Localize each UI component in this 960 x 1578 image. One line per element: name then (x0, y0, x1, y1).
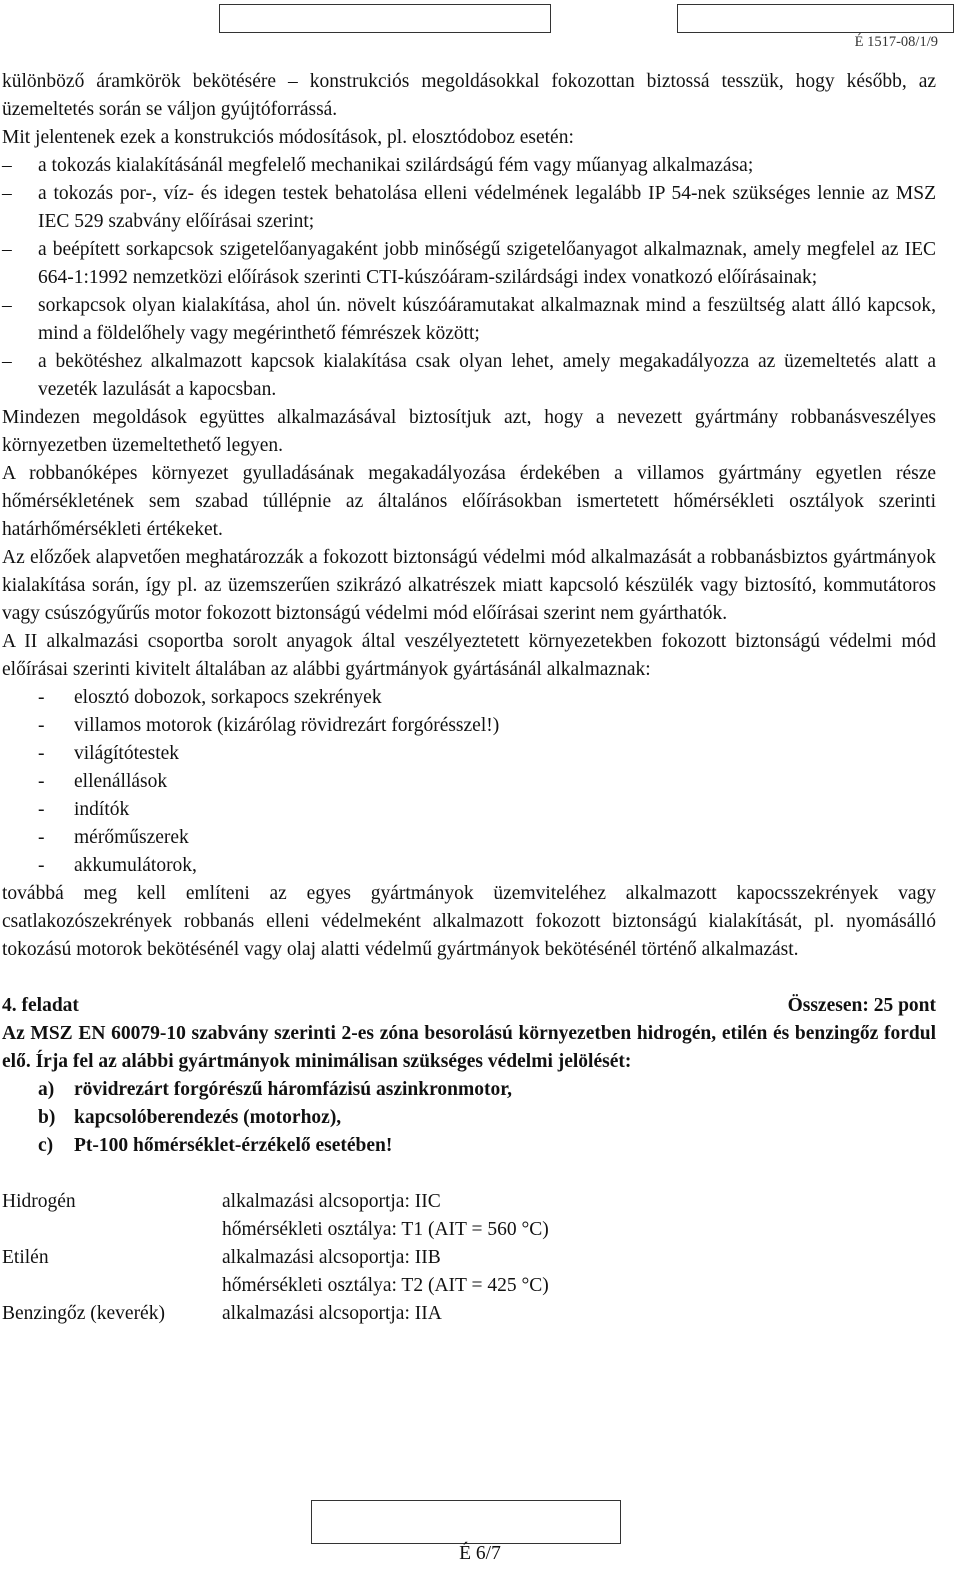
list-item: - elosztó dobozok, sorkapocs szekrények (38, 687, 382, 708)
footer-box (311, 1500, 621, 1544)
task-items (2, 1076, 936, 1160)
dash-marker: – (2, 295, 12, 316)
header-box-right (677, 4, 954, 33)
task-title: 4. feladat (2, 995, 79, 1016)
body-paragraph: Mindezen megoldások együttes alkalmazásával biztosítjuk azt, hogy a nevezett gyártmány robbanásveszélyes környezetben üzemeltethető legyen. (2, 407, 936, 456)
gas-row (2, 1244, 936, 1300)
list-item: - villamos motorok (kizárólag rövidrezárt forgórésszel!) (38, 715, 500, 736)
gas-name: Benzingőz (keverék) (2, 1303, 165, 1324)
gas-table (2, 1188, 936, 1328)
dash-marker: – (2, 351, 12, 372)
exam-code: É 1517-08/1/9 (854, 34, 938, 50)
list-item: – a tokozás por-, víz- és idegen testek behatolása elleni védelmének legalább IP 54-nek szükséges lennie az MSZ IEC 529 szabvány előírásai szerint; (2, 180, 936, 236)
list-item: - indítók (38, 799, 130, 820)
list-item: – a tokozás kialakításánál megfelelő mechanikai szilárdságú fém vagy műanyag alkalmazása; (2, 152, 936, 180)
task-header (2, 992, 936, 1020)
list-item: - mérőműszerek (38, 827, 189, 848)
header-box-left (219, 4, 551, 33)
dash-marker: – (2, 183, 12, 204)
list-item: c) Pt-100 hőmérséklet-érzékelő esetében! (38, 1135, 393, 1156)
gas-temp-class: hőmérsékleti osztálya: T1 (AIT = 560 °C) (222, 1219, 549, 1240)
list-item: - ellenállások (38, 771, 168, 792)
list-item: a) rövidrezárt forgórészű háromfázisú aszinkronmotor, (38, 1079, 512, 1100)
list-item: – a bekötéshez alkalmazott kapcsok kialakítása csak olyan lehet, amely megakadályozza az üzemeltetés alatt a vezeték lazulását a kapocsban. (2, 348, 936, 404)
page-number: É 6/7 (459, 1543, 501, 1564)
gas-name: Hidrogén (2, 1191, 76, 1212)
list-item: – sorkapcsok olyan kialakítása, ahol ún. növelt kúszóáramutakat alkalmaznak mind a feszültség alatt álló kapcsok, mind a földelőhely vagy megérinthető fémrészek között; (2, 292, 936, 348)
gas-subgroup: alkalmazási alcsoportja: IIC (222, 1191, 441, 1212)
gas-temp-class: hőmérsékleti osztálya: T2 (AIT = 425 °C) (222, 1275, 549, 1296)
dash-marker: – (2, 155, 12, 176)
closing-paragraph: továbbá meg kell említeni az egyes gyártmányok üzemviteléhez alkalmazott kapocsszekrények vagy csatlakozószekrények robbanás elleni védelmeként alkalmazott fokozott biztonságú kialakítását, pl. nyomásálló tokozású motorok bekötésénél vagy olaj alatti védelmű gyártmányok bekötésénél történő alkalmazást. (2, 883, 936, 960)
construction-list (2, 152, 936, 404)
intro-question: Mit jelentenek ezek a konstrukciós módosítások, pl. elosztódoboz esetén: (2, 127, 574, 148)
body-paragraph: A II alkalmazási csoportba sorolt anyagok által veszélyeztetett környezetekben fokozott biztonságú védelmi mód előírásai szerinti kivitelt általában az alábbi gyártmányok gyártásánál alkalmaznak: (2, 631, 936, 680)
gas-subgroup: alkalmazási alcsoportja: IIB (222, 1247, 441, 1268)
task-question: Az MSZ EN 60079-10 szabvány szerinti 2-es zóna besorolású környezetben hidrogén, etilén és benzingőz fordul elő. Írja fel az alábbi gyártmányok minimálisan szükséges védelmi jelölését: (2, 1023, 936, 1072)
task-points: Összesen: 25 pont (787, 995, 936, 1016)
gas-name: Etilén (2, 1247, 49, 1268)
intro-paragraph: különböző áramkörök bekötésére – konstrukciós megoldásokkal fokozottan biztossá tesszük, hogy később, az üzemeltetés során se váljon gyújtóforrássá. (2, 71, 936, 120)
gas-row (2, 1188, 936, 1244)
list-item: b) kapcsolóberendezés (motorhoz), (38, 1107, 342, 1128)
dash-marker: – (2, 239, 12, 260)
list-item: - világítótestek (38, 743, 180, 764)
body-paragraph: Az előzőek alapvetően meghatározzák a fokozott biztonságú védelmi mód alkalmazását a robbanásbiztos gyártmányok kialakítása során, így pl. az üzemszerűen szikrázó alkatrészek miatt kapcsoló készülék vagy biztosító, kommutátoros vagy csúszógyűrűs motor fokozott biztonságú védelmi mód előírásai szerint nem gyárthatók. (2, 547, 936, 624)
product-list (2, 684, 936, 880)
gas-subgroup: alkalmazási alcsoportja: IIA (222, 1303, 442, 1324)
page-content (2, 68, 936, 1328)
gas-row (2, 1300, 936, 1328)
body-paragraph: A robbanóképes környezet gyulladásának megakadályozása érdekében a villamos gyártmány egyetlen része hőmérsékletének sem szabad túllépnie az általános előírásokban ismertetett hőmérsékleti osztályok szerinti határhőmérsékleti értékeket. (2, 463, 936, 540)
list-item: - akkumulátorok, (38, 855, 197, 876)
list-item: – a beépített sorkapcsok szigetelőanyagaként jobb minőségű szigetelőanyagot alkalmaznak, amely megfelel az IEC 664-1:1992 nemzetközi előírások szerinti CTI-kúszóáram-szilárdsági index vonatkozó előírásainak; (2, 236, 936, 292)
